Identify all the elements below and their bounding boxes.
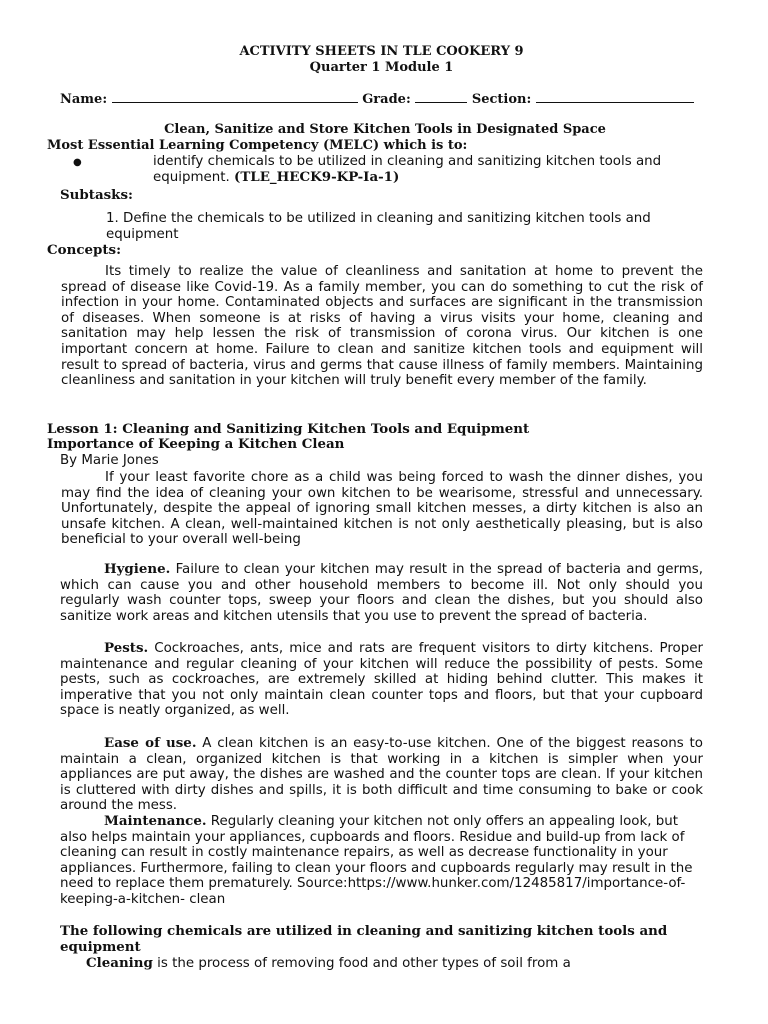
byline: By Marie Jones (60, 453, 159, 468)
bullet-icon: ● (73, 157, 82, 168)
cleaning-paragraph (86, 956, 703, 972)
section-field[interactable] (536, 91, 694, 103)
hygiene-paragraph (60, 562, 703, 624)
ease-of-use-text: A clean kitchen is an easy-to-use kitchen. One of the biggest reasons to maintain a clean, organized kitchen is that working in a kitchen is simpler when your appliances are put away, the dishes are washed and the counter tops are clean. If your kitchen is cluttered with dirty dishes and spills, it is both difficult and time consuming to bake or cook around the mess. (60, 736, 703, 814)
hygiene-text: Failure to clean your kitchen may result in the spread of bacteria and germs, which can cause you and other household members to become ill. Not only should you regularly wash counter tops, sweep your floors and clean the dishes, but you should also sanitize work areas and kitchen utensils that you use to prevent the spread of bacteria. (60, 562, 703, 624)
chemicals-heading: The following chemicals are utilized in cleaning and sanitizing kitchen tools and equipment (60, 923, 668, 955)
ease-of-use-paragraph (60, 736, 703, 814)
maintenance-text: Regularly cleaning your kitchen not only offers an appealing look, but also helps maintain your appliances, cupboards and floors. Residue and build-up from lack of cleaning can result in costly maintenance repairs, as well as decrease functionality in your appliances. Furthermore, failing to clean your floors and cupboards regularly may result in the need to replace them prematurely. Source:https://www.hunker.com/12485817/importance-of-keeping-a-kitchen- clean (60, 814, 693, 907)
ease-of-use-label: Ease of use. (104, 735, 197, 751)
name-field[interactable] (112, 91, 358, 103)
student-info-line (60, 91, 703, 108)
pests-label: Pests. (104, 640, 149, 656)
lesson-subheading: Importance of Keeping a Kitchen Clean (47, 436, 345, 452)
sheet-subtitle: Quarter 1 Module 1 (309, 60, 454, 75)
melc-heading: Most Essential Learning Competency (MELC) which is to: (47, 138, 468, 153)
lesson-heading: Lesson 1: Cleaning and Sanitizing Kitchen Tools and Equipment (47, 421, 530, 437)
concepts-paragraph: Its timely to realize the value of cleanliness and sanitation at home to prevent the spread of disease like Covid-19. As a family member, you can do something to cut the risk of infection in your home. Contaminated objects and surfaces are significant in the transmission of diseases. When someone is at risks of having a virus visits your home, cleaning and sanitation may help lessen the risk of transmission of corona virus. Our kitchen is one important concern at home. Failure to clean and sanitize kitchen tools and equipment will result to spread of bacteria, virus and germs that cause illness of family members. Maintaining cleanliness and sanitation in your kitchen will truly benefit every member of the family. (61, 264, 703, 389)
pests-text: Cockroaches, ants, mice and rats are frequent visitors to dirty kitchens. Proper maintenance and regular cleaning of your kitchen will reduce the possibility of pests. Some pests, such as cockroaches, are extremely skilled at hiding behind clutter. This makes it imperative that you not only maintain clean counter tops and floors, but that your cupboard space is neatly organized, as well. (60, 641, 703, 719)
pests-paragraph (60, 641, 703, 719)
subtask-item: 1. Define the chemicals to be utilized in cleaning and sanitizing kitchen tools and equipment (106, 211, 651, 242)
intro-paragraph: If your least favorite chore as a child was being forced to wash the dinner dishes, you may find the idea of cleaning your own kitchen to be wearisome, stressful and unnecessary. Unfortunately, despite the appeal of ignoring small kitchen messes, a dirty kitchen is also an unsafe kitchen. A clean, well-maintained kitchen is not only aesthetically pleasing, but is also beneficial to your overall well-being (61, 470, 703, 548)
melc-item-code: (TLE_HECK9-KP-Ia-1) (234, 168, 400, 185)
concepts-heading: Concepts: (47, 242, 122, 258)
cleaning-text: is the process of removing food and other types of soil from a (157, 956, 571, 971)
maintenance-paragraph (60, 814, 700, 908)
name-label: Name: (60, 92, 108, 107)
maintenance-label: Maintenance. (104, 813, 207, 829)
melc-item-text: identify chemicals to be utilized in cleaning and sanitizing kitchen tools and equipment. (153, 154, 662, 185)
cleaning-label: Cleaning (86, 955, 153, 971)
grade-field[interactable] (415, 91, 467, 103)
subtasks-heading: Subtasks: (60, 187, 133, 203)
hygiene-label: Hygiene. (104, 561, 171, 577)
sheet-title: ACTIVITY SHEETS IN TLE COOKERY 9 (239, 44, 524, 59)
topic-heading: Clean, Sanitize and Store Kitchen Tools in Designated Space (164, 122, 606, 137)
grade-label: Grade: (362, 92, 411, 107)
section-label: Section: (471, 92, 532, 107)
melc-item (153, 154, 683, 185)
